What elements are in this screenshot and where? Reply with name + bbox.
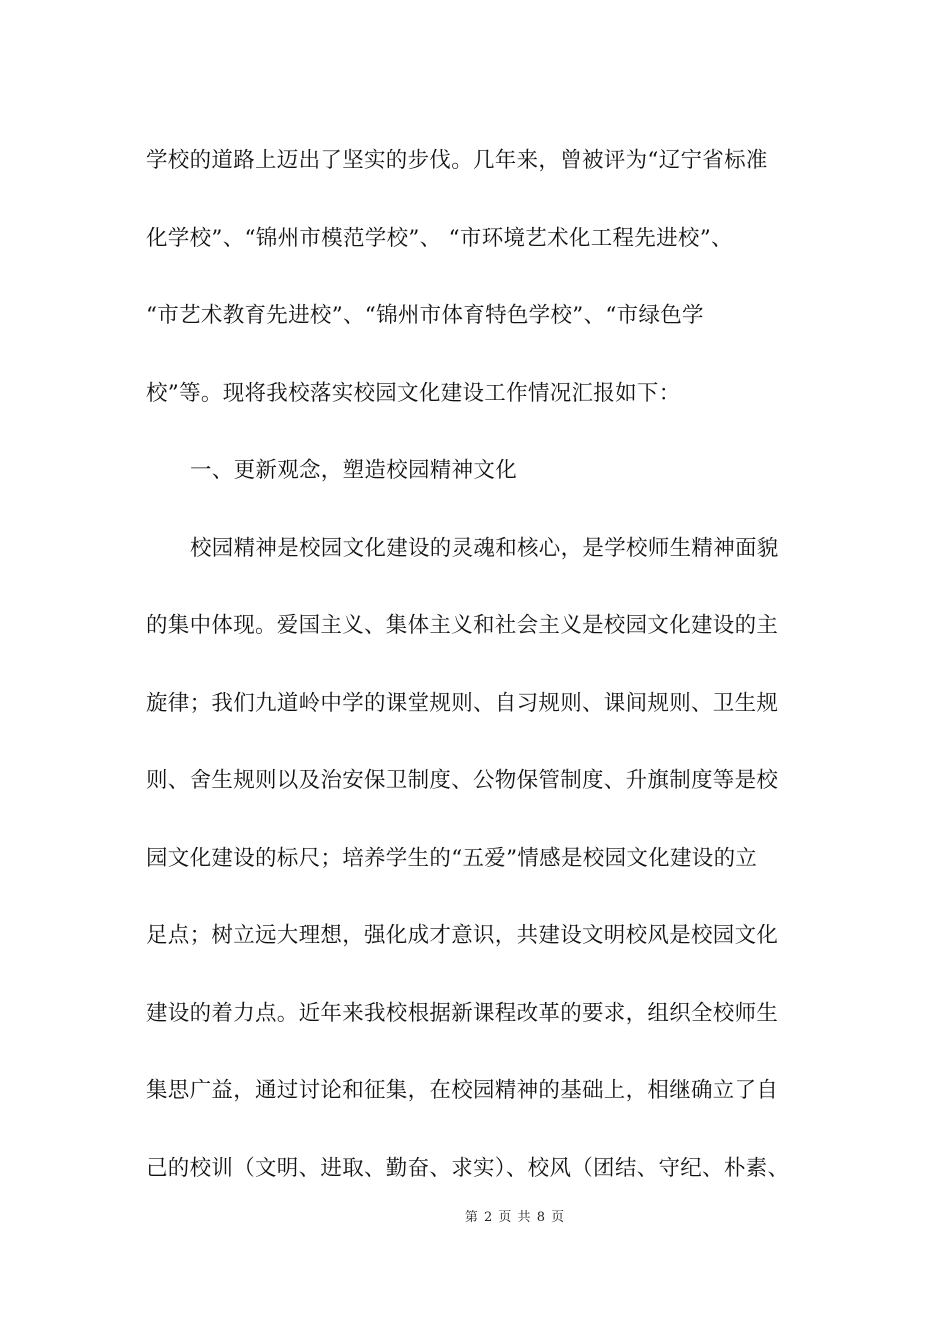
page-number: 第 2 页 共 8 页 [464,1210,566,1225]
page-footer [0,1206,950,1225]
paragraph-line: 园文化建设的标尺；培养学生的“五爱”情感是校园文化建设的立 [146,845,758,871]
paragraph-line: 校”等。现将我校落实校园文化建设工作情况汇报如下： [146,380,681,406]
document-body [146,132,826,1217]
section-heading: 一、更新观念，塑造校园精神文化 [190,458,518,483]
paragraph-line: 校园精神是校园文化建设的灵魂和核心，是学校师生精神面貌 [190,535,779,561]
paragraph-line: 学校的道路上迈出了坚实的步伐。几年来，曾被评为“辽宁省标准 [146,148,768,173]
paragraph-line: “市艺术教育先进校”、“锦州市体育特色学校”、“市绿色学 [146,303,704,328]
paragraph-line: 旋律；我们九道岭中学的课堂规则、自习规则、课间规则、卫生规 [146,690,779,716]
paragraph-line: 则、舍生规则以及治安保卫制度、公物保管制度、升旗制度等是校 [146,768,779,793]
paragraph-line: 己的校训（文明、进取、勤奋、求实）、校风（团结、守纪、朴素、 [146,1155,790,1181]
paragraph-line: 的集中体现。爱国主义、集体主义和社会主义是校园文化建设的主 [146,613,779,638]
paragraph-line: 建设的着力点。近年来我校根据新课程改革的要求，组织全校师生 [146,1000,779,1026]
paragraph-line: 集思广益，通过讨论和征集，在校园精神的基础上，相继确立了自 [146,1078,779,1103]
paragraph-line: 化学校”、“锦州市模范学校”、 “市环境艺术化工程先进校”、 [146,225,733,251]
paragraph-line: 足点；树立远大理想，强化成才意识，共建设文明校风是校园文化 [146,923,779,948]
